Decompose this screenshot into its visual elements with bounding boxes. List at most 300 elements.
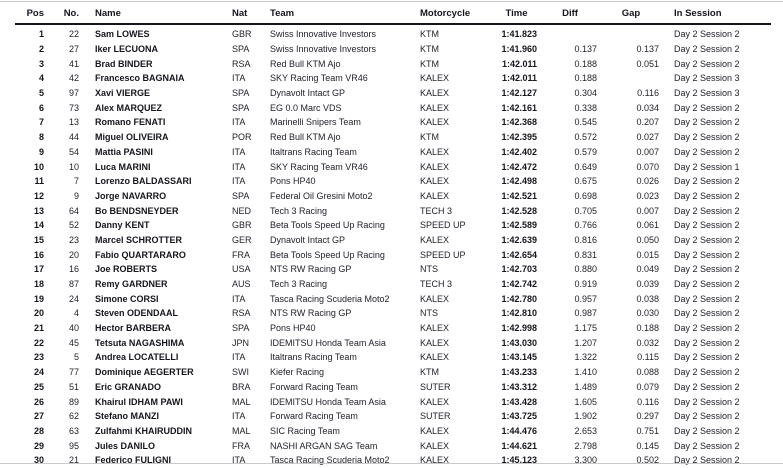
table-row xyxy=(15,438,771,453)
cell-team: NTS RW Racing GP xyxy=(270,264,352,275)
cell-motorcycle: TECH 3 xyxy=(420,279,453,290)
cell-no: 20 xyxy=(68,249,79,260)
column-header-motorcycle: Motorcycle xyxy=(418,3,493,24)
cell-diff: 0.572 xyxy=(574,132,597,143)
top-divider xyxy=(0,1,783,2)
cell-diff: 1.175 xyxy=(574,323,597,334)
cell-pos: 18 xyxy=(33,279,44,290)
cell-team: NASHI ARGAN SAG Team xyxy=(270,440,378,451)
column-header-time: Time xyxy=(493,3,540,24)
cell-gap: 0.034 xyxy=(636,102,659,113)
cell-in-session: Day 2 Session 2 xyxy=(674,425,740,436)
cell-in-session: Day 2 Session 2 xyxy=(674,337,740,348)
cell-team: SIC Racing Team xyxy=(270,425,340,436)
cell-nat: SPA xyxy=(232,323,250,334)
bottom-divider xyxy=(0,463,783,464)
cell-nat: ITA xyxy=(232,455,246,466)
cell-team: Italtrans Racing Team xyxy=(270,352,357,363)
cell-pos: 8 xyxy=(38,132,44,143)
cell-nat: SPA xyxy=(232,102,250,113)
cell-motorcycle: KTM xyxy=(420,367,439,378)
cell-no: 22 xyxy=(68,29,79,40)
table-row xyxy=(15,394,771,409)
cell-pos: 25 xyxy=(33,381,44,392)
cell-no: 24 xyxy=(68,293,79,304)
cell-team: Red Bull KTM Ajo xyxy=(270,58,341,69)
table-row xyxy=(15,233,771,248)
cell-name: Jorge NAVARRO xyxy=(95,190,167,201)
cell-in-session: Day 2 Session 2 xyxy=(674,381,740,392)
cell-no: 95 xyxy=(68,440,79,451)
column-header-no: No. xyxy=(47,3,82,24)
cell-nat: GER xyxy=(232,234,252,245)
cell-motorcycle: KALEX xyxy=(420,440,450,451)
table-row xyxy=(15,100,771,115)
cell-name: Miguel OLIVEIRA xyxy=(95,132,169,143)
cell-name: Zulfahmi KHAIRUDDIN xyxy=(95,425,192,436)
cell-name: Iker LECUONA xyxy=(95,44,159,55)
cell-team: SKY Racing Team VR46 xyxy=(270,73,368,84)
cell-diff: 0.705 xyxy=(574,205,597,216)
cell-nat: MAL xyxy=(232,396,251,407)
cell-motorcycle: KALEX xyxy=(420,293,450,304)
cell-time: 1:42.011 xyxy=(501,58,537,69)
cell-nat: ITA xyxy=(232,411,246,422)
results-table xyxy=(15,3,771,468)
cell-diff: 1.322 xyxy=(574,352,597,363)
table-header xyxy=(15,3,771,24)
cell-in-session: Day 2 Session 2 xyxy=(674,132,740,143)
cell-in-session: Day 2 Session 2 xyxy=(674,455,740,466)
cell-motorcycle: SPEED UP xyxy=(420,220,466,231)
table-row xyxy=(15,262,771,277)
cell-gap: 0.039 xyxy=(636,279,659,290)
cell-name: Jules DANILO xyxy=(95,440,156,451)
cell-diff: 0.545 xyxy=(574,117,597,128)
cell-no: 44 xyxy=(68,132,79,143)
cell-team: Red Bull KTM Ajo xyxy=(270,132,341,143)
cell-in-session: Day 2 Session 2 xyxy=(674,176,740,187)
cell-motorcycle: KALEX xyxy=(420,425,450,436)
cell-in-session: Day 2 Session 2 xyxy=(674,29,740,40)
cell-gap: 0.115 xyxy=(637,352,659,363)
cell-team: Dynavolt Intact GP xyxy=(270,88,346,99)
cell-no: 10 xyxy=(68,161,79,172)
table-row xyxy=(15,189,771,204)
cell-motorcycle: KALEX xyxy=(420,323,450,334)
cell-no: 7 xyxy=(73,176,79,187)
cell-time: 1:44.476 xyxy=(501,425,537,436)
cell-time: 1:43.312 xyxy=(501,381,537,392)
cell-name: Eric GRANADO xyxy=(95,381,162,392)
cell-motorcycle: KTM xyxy=(420,132,439,143)
cell-nat: SPA xyxy=(232,190,250,201)
cell-no: 77 xyxy=(68,367,79,378)
cell-pos: 17 xyxy=(33,264,44,275)
column-header-diff: Diff xyxy=(540,3,600,24)
cell-name: Francesco BAGNAIA xyxy=(95,73,185,84)
cell-diff: 3.300 xyxy=(574,455,597,466)
cell-name: Xavi VIERGE xyxy=(95,88,151,99)
cell-in-session: Day 2 Session 1 xyxy=(674,161,740,172)
cell-name: Joe ROBERTS xyxy=(95,264,158,275)
cell-diff: 1.207 xyxy=(574,337,597,348)
cell-name: Tetsuta NAGASHIMA xyxy=(95,337,185,348)
cell-nat: SPA xyxy=(232,88,250,99)
cell-motorcycle: KALEX xyxy=(420,455,450,466)
cell-motorcycle: SPEED UP xyxy=(420,249,466,260)
cell-gap: 0.207 xyxy=(636,117,659,128)
cell-no: 42 xyxy=(68,73,79,84)
cell-pos: 21 xyxy=(33,323,44,334)
cell-gap: 0.050 xyxy=(636,234,659,245)
cell-pos: 10 xyxy=(33,161,44,172)
cell-nat: RSA xyxy=(232,58,251,69)
cell-pos: 11 xyxy=(34,176,44,187)
cell-team: Forward Racing Team xyxy=(270,381,358,392)
cell-pos: 6 xyxy=(38,102,44,113)
cell-no: 4 xyxy=(73,308,79,319)
column-header-pos: Pos xyxy=(15,3,47,24)
cell-pos: 28 xyxy=(33,425,44,436)
cell-diff: 0.766 xyxy=(574,220,597,231)
cell-gap: 0.007 xyxy=(636,146,659,157)
cell-gap: 0.007 xyxy=(636,205,659,216)
table-row xyxy=(15,335,771,350)
cell-pos: 16 xyxy=(33,249,44,260)
cell-nat: ITA xyxy=(232,293,246,304)
cell-motorcycle: KALEX xyxy=(420,352,450,363)
table-row xyxy=(15,453,771,468)
cell-team: Pons HP40 xyxy=(270,176,316,187)
cell-team: Swiss Innovative Investors xyxy=(270,29,377,40)
cell-motorcycle: KALEX xyxy=(420,176,450,187)
cell-motorcycle: KALEX xyxy=(420,396,450,407)
cell-diff: 0.987 xyxy=(574,308,597,319)
column-header-team: Team xyxy=(270,3,418,24)
cell-team: Federal Oil Gresini Moto2 xyxy=(270,190,373,201)
cell-diff: 2.653 xyxy=(574,425,597,436)
cell-pos: 4 xyxy=(38,73,44,84)
cell-nat: SPA xyxy=(232,44,250,55)
cell-nat: NED xyxy=(232,205,252,216)
cell-name: Khairul IDHAM PAWI xyxy=(95,396,183,407)
cell-gap: 0.188 xyxy=(636,323,659,334)
column-header-in-session: In Session xyxy=(662,3,771,24)
cell-motorcycle: KALEX xyxy=(420,190,450,201)
cell-pos: 7 xyxy=(38,117,44,128)
table-row xyxy=(15,42,771,57)
cell-name: Danny KENT xyxy=(95,220,150,231)
cell-in-session: Day 2 Session 2 xyxy=(674,205,740,216)
table-row xyxy=(15,321,771,336)
cell-nat: POR xyxy=(232,132,252,143)
cell-gap: 0.751 xyxy=(636,425,659,436)
table-row xyxy=(15,424,771,439)
cell-pos: 12 xyxy=(33,190,44,201)
cell-time: 1:43.233 xyxy=(501,367,537,378)
cell-time: 1:44.621 xyxy=(501,440,537,451)
cell-in-session: Day 2 Session 2 xyxy=(674,396,740,407)
cell-pos: 29 xyxy=(33,440,44,451)
cell-diff: 0.698 xyxy=(574,190,597,201)
table-row xyxy=(15,159,771,174)
cell-diff: 1.489 xyxy=(574,381,597,392)
cell-in-session: Day 2 Session 2 xyxy=(674,234,740,245)
cell-diff: 1.410 xyxy=(574,367,597,378)
cell-name: Sam LOWES xyxy=(95,29,150,40)
cell-motorcycle: SUTER xyxy=(420,411,451,422)
cell-nat: AUS xyxy=(232,279,251,290)
cell-pos: 20 xyxy=(33,308,44,319)
cell-nat: RSA xyxy=(232,308,251,319)
cell-diff: 2.798 xyxy=(574,440,597,451)
cell-pos: 23 xyxy=(33,352,44,363)
cell-in-session: Day 2 Session 2 xyxy=(674,190,740,201)
cell-motorcycle: SUTER xyxy=(420,381,451,392)
cell-gap: 0.030 xyxy=(636,308,659,319)
cell-time: 1:42.703 xyxy=(501,264,537,275)
cell-no: 87 xyxy=(68,279,79,290)
cell-time: 1:42.780 xyxy=(501,293,537,304)
cell-in-session: Day 2 Session 3 xyxy=(674,88,740,99)
cell-time: 1:42.521 xyxy=(501,190,537,201)
cell-name: Steven ODENDAAL xyxy=(95,308,179,319)
column-header-nat: Nat xyxy=(232,3,270,24)
cell-name: Alex MARQUEZ xyxy=(95,102,163,113)
cell-team: NTS RW Racing GP xyxy=(270,308,352,319)
cell-no: 45 xyxy=(68,337,79,348)
table-row xyxy=(15,115,771,130)
cell-diff: 0.579 xyxy=(574,146,597,157)
cell-team: Forward Racing Team xyxy=(270,411,358,422)
cell-gap: 0.145 xyxy=(636,440,659,451)
cell-motorcycle: KTM xyxy=(420,29,439,40)
cell-pos: 19 xyxy=(33,293,44,304)
cell-pos: 13 xyxy=(33,205,44,216)
cell-diff: 0.816 xyxy=(574,234,597,245)
cell-in-session: Day 2 Session 2 xyxy=(674,411,740,422)
cell-time: 1:41.960 xyxy=(501,44,537,55)
cell-nat: USA xyxy=(232,264,251,275)
cell-time: 1:42.368 xyxy=(501,117,537,128)
cell-time: 1:42.639 xyxy=(501,234,537,245)
cell-no: 13 xyxy=(68,117,79,128)
cell-gap: 0.023 xyxy=(636,190,659,201)
cell-diff: 0.188 xyxy=(574,58,597,69)
cell-team: Italtrans Racing Team xyxy=(270,146,357,157)
cell-motorcycle: KALEX xyxy=(420,161,450,172)
cell-diff: 0.188 xyxy=(574,73,597,84)
cell-no: 16 xyxy=(68,264,79,275)
cell-in-session: Day 2 Session 2 xyxy=(674,367,740,378)
cell-pos: 26 xyxy=(33,396,44,407)
cell-name: Stefano MANZI xyxy=(95,411,159,422)
header-row xyxy=(15,3,771,24)
cell-name: Bo BENDSNEYDER xyxy=(95,205,179,216)
cell-in-session: Day 2 Session 2 xyxy=(674,44,740,55)
cell-in-session: Day 2 Session 2 xyxy=(674,220,740,231)
cell-nat: ITA xyxy=(232,352,246,363)
cell-team: Beta Tools Speed Up Racing xyxy=(270,220,385,231)
cell-nat: BRA xyxy=(232,381,251,392)
cell-nat: GBR xyxy=(232,220,252,231)
cell-diff: 1.605 xyxy=(574,396,597,407)
cell-no: 89 xyxy=(68,396,79,407)
cell-nat: SWI xyxy=(232,367,249,378)
cell-name: Remy GARDNER xyxy=(95,279,168,290)
cell-name: Marcel SCHROTTER xyxy=(95,234,183,245)
cell-team: Kiefer Racing xyxy=(270,367,325,378)
cell-gap: 0.088 xyxy=(636,367,659,378)
table-row xyxy=(15,277,771,292)
cell-gap: 0.137 xyxy=(636,44,659,55)
cell-nat: GBR xyxy=(232,29,252,40)
cell-gap: 0.079 xyxy=(636,381,659,392)
table-row xyxy=(15,380,771,395)
table-row xyxy=(15,350,771,365)
cell-nat: ITA xyxy=(232,117,246,128)
table-body xyxy=(15,24,771,468)
cell-diff: 0.137 xyxy=(574,44,597,55)
cell-in-session: Day 2 Session 2 xyxy=(674,117,740,128)
cell-time: 1:42.528 xyxy=(501,205,537,216)
cell-in-session: Day 2 Session 2 xyxy=(674,146,740,157)
table-row xyxy=(15,174,771,189)
cell-in-session: Day 2 Session 2 xyxy=(674,264,740,275)
cell-name: Simone CORSI xyxy=(95,293,159,304)
cell-gap xyxy=(600,24,662,42)
cell-nat: ITA xyxy=(232,146,246,157)
cell-time: 1:42.127 xyxy=(501,88,537,99)
cell-team: Tech 3 Racing xyxy=(270,279,328,290)
cell-team: Pons HP40 xyxy=(270,323,316,334)
cell-team: Tasca Racing Scuderia Moto2 xyxy=(270,455,390,466)
cell-time: 1:42.498 xyxy=(501,176,537,187)
cell-pos: 15 xyxy=(33,234,44,245)
cell-time: 1:42.742 xyxy=(501,279,537,290)
table-row xyxy=(15,130,771,145)
cell-pos: 3 xyxy=(38,58,44,69)
cell-name: Brad BINDER xyxy=(95,58,153,69)
cell-team: Swiss Innovative Investors xyxy=(270,44,377,55)
cell-diff: 0.880 xyxy=(574,264,597,275)
cell-pos: 30 xyxy=(33,455,44,466)
cell-motorcycle: KALEX xyxy=(420,102,450,113)
cell-no: 97 xyxy=(68,88,79,99)
cell-team: SKY Racing Team VR46 xyxy=(270,161,368,172)
cell-in-session: Day 2 Session 2 xyxy=(674,293,740,304)
cell-diff: 1.902 xyxy=(574,411,597,422)
cell-gap: 0.032 xyxy=(636,337,659,348)
cell-motorcycle: KALEX xyxy=(420,234,450,245)
cell-no: 64 xyxy=(68,205,79,216)
cell-gap: 0.015 xyxy=(636,249,659,260)
cell-no: 5 xyxy=(73,352,79,363)
cell-no: 23 xyxy=(68,234,79,245)
cell-name: Federico FULIGNI xyxy=(95,455,172,466)
cell-in-session: Day 2 Session 2 xyxy=(674,279,740,290)
cell-time: 1:41.823 xyxy=(501,29,537,40)
cell-motorcycle: KALEX xyxy=(420,337,450,348)
cell-no: 21 xyxy=(68,455,79,466)
cell-time: 1:43.030 xyxy=(501,337,537,348)
cell-time: 1:42.472 xyxy=(501,161,537,172)
cell-team: IDEMITSU Honda Team Asia xyxy=(270,337,386,348)
table-row xyxy=(15,145,771,160)
cell-nat: FRA xyxy=(232,440,250,451)
cell-pos: 24 xyxy=(33,367,44,378)
cell-gap: 0.070 xyxy=(636,161,659,172)
cell-in-session: Day 2 Session 2 xyxy=(674,440,740,451)
cell-in-session: Day 2 Session 2 xyxy=(674,323,740,334)
cell-team: IDEMITSU Honda Team Asia xyxy=(270,396,386,407)
cell-time: 1:43.145 xyxy=(501,352,537,363)
cell-motorcycle: KALEX xyxy=(420,117,450,128)
cell-nat: ITA xyxy=(232,161,246,172)
cell-motorcycle: KTM xyxy=(420,58,439,69)
cell-pos: 2 xyxy=(38,44,44,55)
cell-gap: 0.116 xyxy=(637,88,659,99)
cell-motorcycle: KALEX xyxy=(420,88,450,99)
cell-gap: 0.297 xyxy=(636,411,659,422)
cell-team: Tasca Racing Scuderia Moto2 xyxy=(270,293,390,304)
cell-name: Fabio QUARTARARO xyxy=(95,249,186,260)
cell-in-session: Day 2 Session 2 xyxy=(674,352,740,363)
cell-nat: ITA xyxy=(232,73,246,84)
cell-gap: 0.027 xyxy=(636,132,659,143)
cell-in-session: Day 2 Session 2 xyxy=(674,308,740,319)
cell-pos: 27 xyxy=(33,411,44,422)
cell-gap: 0.049 xyxy=(636,264,659,275)
cell-pos: 1 xyxy=(38,29,44,40)
table-row xyxy=(15,409,771,424)
cell-diff: 0.957 xyxy=(574,293,597,304)
cell-nat: JPN xyxy=(232,337,250,348)
cell-name: Lorenzo BALDASSARI xyxy=(95,176,192,187)
cell-no: 54 xyxy=(68,146,79,157)
cell-team: Beta Tools Speed Up Racing xyxy=(270,249,385,260)
table-row xyxy=(15,291,771,306)
cell-no: 40 xyxy=(68,323,79,334)
table-row xyxy=(15,56,771,71)
cell-gap: 0.116 xyxy=(637,396,659,407)
cell-no: 63 xyxy=(68,425,79,436)
cell-no: 62 xyxy=(68,411,79,422)
cell-name: Hector BARBERA xyxy=(95,323,172,334)
cell-no: 52 xyxy=(68,220,79,231)
cell-diff: 0.338 xyxy=(574,102,597,113)
cell-time: 1:43.725 xyxy=(501,411,537,422)
cell-diff xyxy=(540,24,600,42)
cell-motorcycle: KTM xyxy=(420,44,439,55)
cell-time: 1:42.998 xyxy=(501,323,537,334)
cell-motorcycle: NTS xyxy=(420,264,438,275)
cell-time: 1:42.654 xyxy=(501,249,537,260)
cell-time: 1:42.810 xyxy=(501,308,537,319)
table-row xyxy=(15,218,771,233)
cell-in-session: Day 2 Session 2 xyxy=(674,102,740,113)
cell-in-session: Day 2 Session 2 xyxy=(674,249,740,260)
cell-gap: 0.061 xyxy=(636,220,659,231)
cell-team: Marinelli Snipers Team xyxy=(270,117,361,128)
cell-time: 1:42.589 xyxy=(501,220,537,231)
cell-no: 41 xyxy=(68,58,79,69)
cell-name: Luca MARINI xyxy=(95,161,151,172)
cell-name: Mattia PASINI xyxy=(95,146,153,157)
cell-time: 1:43.428 xyxy=(501,396,537,407)
cell-diff: 0.304 xyxy=(574,88,597,99)
